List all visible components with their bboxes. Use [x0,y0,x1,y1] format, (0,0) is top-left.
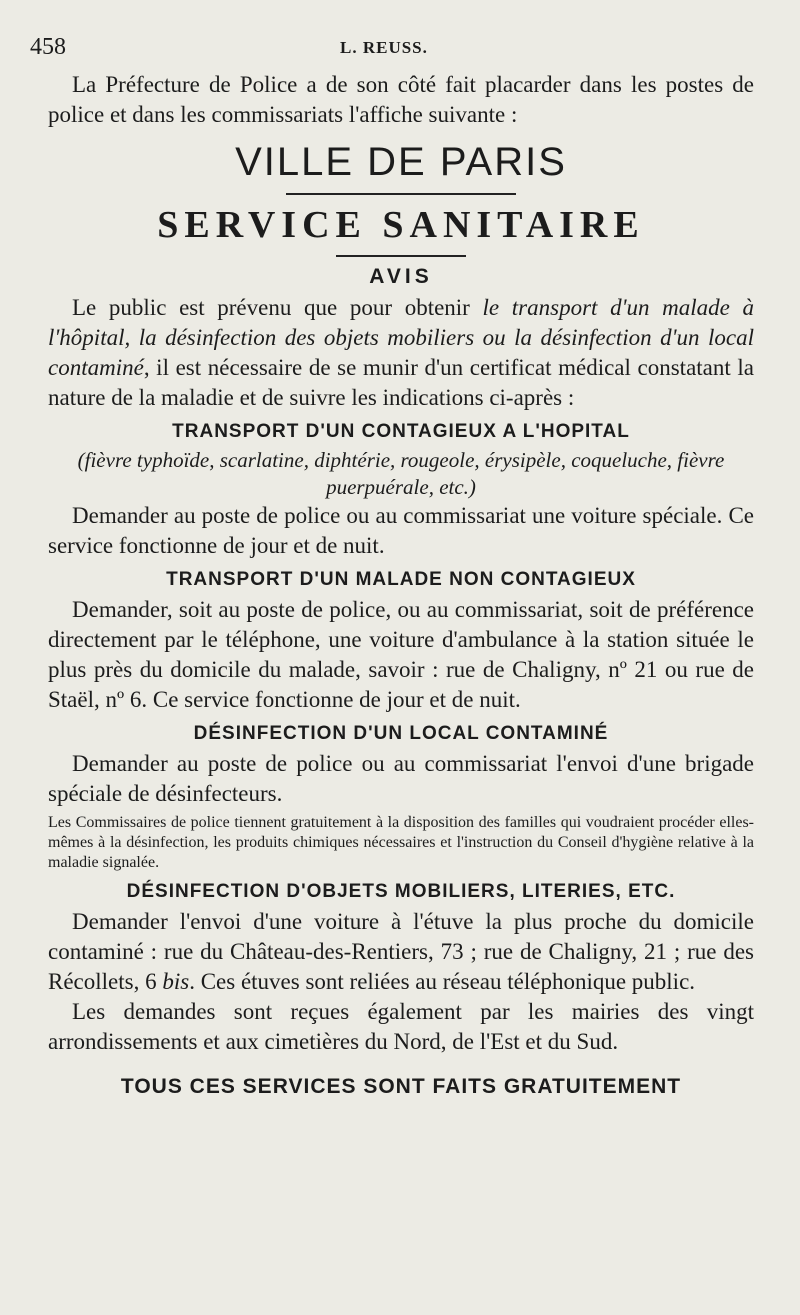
footer-banner: TOUS CES SERVICES SONT FAITS GRATUITEMENT [120,1075,682,1098]
page-number: 458 [30,34,66,60]
section1-text: Demander au poste de police ou au commissariat une voiture spéciale. Ce service fonctionne de jour et de nuit. [48,503,754,558]
section4-text [48,907,754,997]
section4-text-3: Les demandes sont reçues également par les mairies des vingt arrondissements et aux cimetières du Nord, de l'Est et du Sud. [48,999,754,1054]
intro-paragraph: La Préfecture de Police a de son côté fait placarder dans les postes de police et dans les commissariats l'affiche suivante : [48,72,754,127]
section2-heading: TRANSPORT D'UN MALADE NON CONTAGIEUX [166,569,636,590]
section4-heading: DÉSINFECTION D'OBJETS MOBILIERS, LITERIES, ETC. [126,881,676,902]
running-head: L. REUSS. [340,38,428,57]
section3-heading: DÉSINFECTION D'UN LOCAL CONTAMINÉ [193,723,609,744]
lead-paragraph [48,293,754,413]
section1-list: (fièvre typhoïde, scarlatine, diphtérie, rougeole, érysipèle, coqueluche, fièvre puerpuérale, etc.) [77,448,725,499]
title-rule [286,193,516,195]
section4-text-1: Demander l'envoi d'une voiture à l'étuve la plus proche du domicile contaminé : rue du Château-des-Rentiers, 73 ; rue de Chaligny, 21 ; rue des Récollets, 6 [48,909,754,994]
section2-text: Demander, soit au poste de police, ou au commissariat, soit de préférence directement par le téléphone, une voiture d'ambulance à la station située le plus près du domicile du malade, savoir : rue de Chaligny, nº 21 ou rue de Staël, nº 6. Ce service fonctionne de jour et de nuit. [48,597,754,712]
section1-heading: TRANSPORT D'UN CONTAGIEUX A L'HOPITAL [172,421,630,442]
service-title: SERVICE SANITAIRE [157,204,645,246]
section3-note: Les Commissaires de police tiennent gratuitement à la disposition des familles qui voudraient procéder elles-mêmes à la désinfection, les produits chimiques nécessaires et l'instruction du Conseil d'hygiène relative à la maladie signalée. [48,814,754,871]
avis-heading: AVIS [369,265,433,288]
page-header [30,34,770,64]
page-content [48,70,754,1099]
lead-text-2: , il est nécessaire de se munir d'un certificat médical constatant la nature de la maladie et de suivre les indications ci-après : [48,355,754,410]
section4-text-2: . Ces étuves sont reliées au réseau téléphonique public. [189,969,696,994]
section3-text: Demander au poste de police ou au commissariat l'envoi d'une brigade spéciale de désinfecteurs. [48,751,754,806]
section4-bis: bis [162,969,190,994]
service-rule [336,255,466,257]
poster-title: VILLE DE PARIS [235,140,567,184]
lead-text-1: Le public est prévenu que pour obtenir [72,295,483,320]
lead-italic: le transport d'un malade à l'hôpital, la désinfection des objets mobiliers ou la désinfection d'un local contaminé [48,295,755,380]
